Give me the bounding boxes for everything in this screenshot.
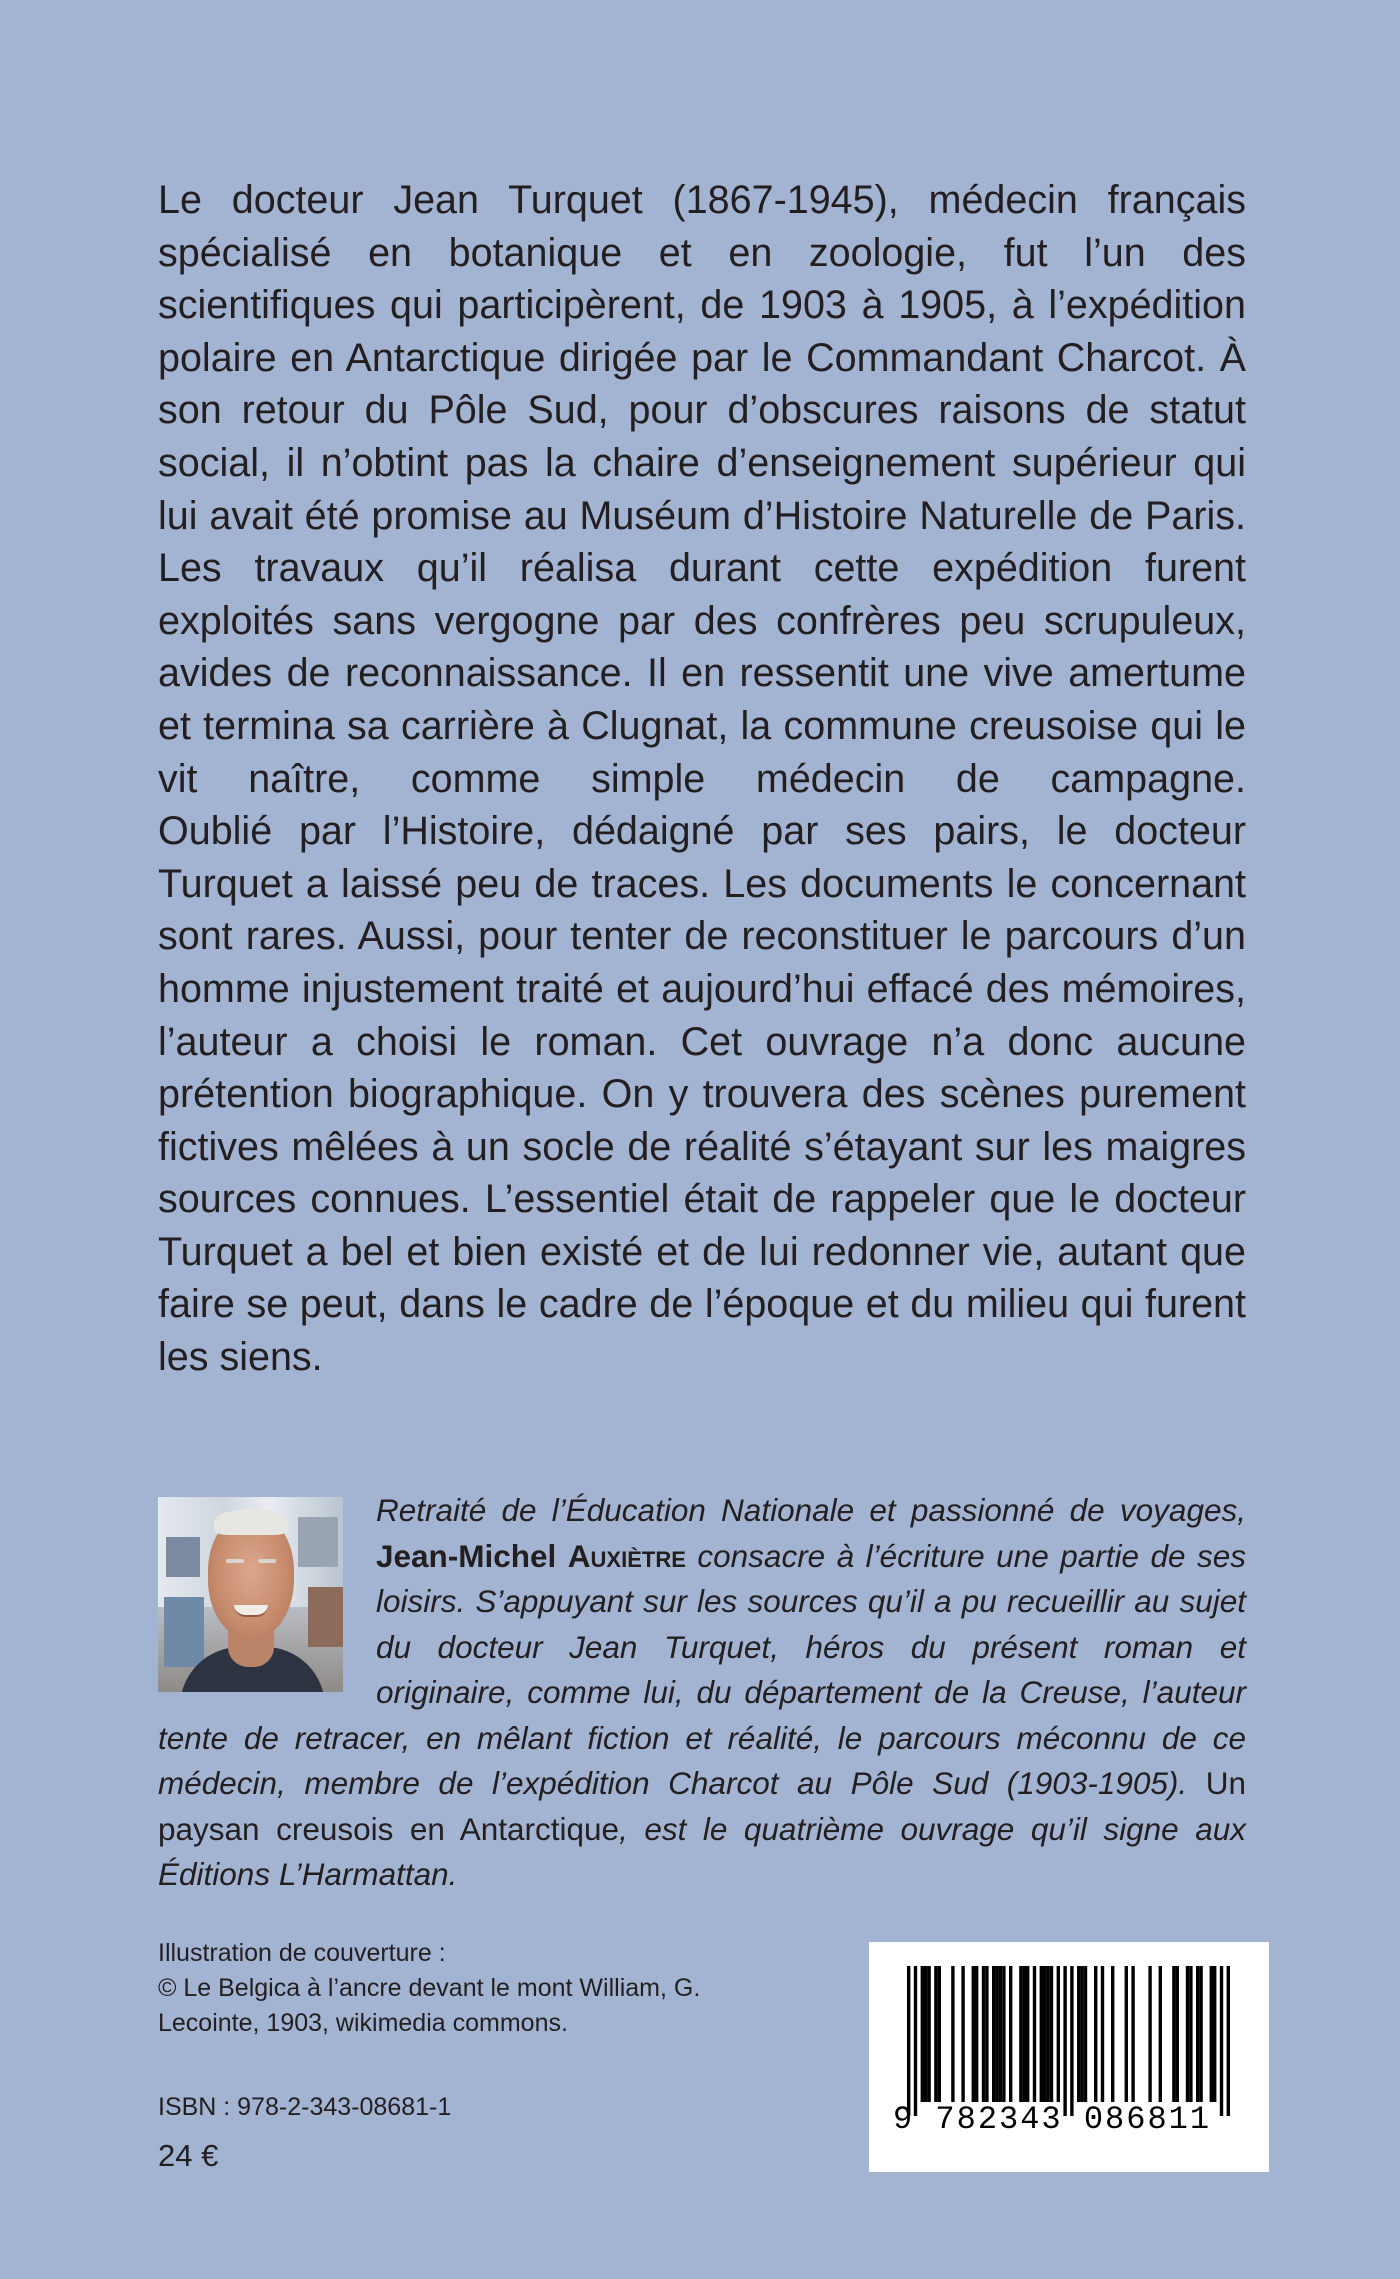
barcode-bar bbox=[1080, 1966, 1083, 2102]
barcode-bar bbox=[1148, 1966, 1151, 2102]
barcode-bar bbox=[1131, 1966, 1134, 2102]
barcode-bar bbox=[1023, 1966, 1026, 2102]
barcode-bar bbox=[975, 1966, 978, 2102]
barcode-bar bbox=[1002, 1966, 1005, 2102]
isbn: ISBN : 978-2-343-08681-1 bbox=[158, 2093, 452, 2121]
barcode-bar bbox=[1199, 1966, 1202, 2102]
barcode-bar bbox=[1050, 1966, 1053, 2102]
barcode-bar bbox=[961, 1966, 964, 2102]
description-paragraph-1: Le docteur Jean Turquet (1867-1945), médecin français spécialisé en botanique et en zoologie, fut l’un des scientifiques qui participèrent, de 1903 à 1905, à l’expédition polaire en Antarctique dirigée par le Commandant Charcot. À son retour du Pôle Sud, pour d’obscures raisons de statut social, il n’obtint pas la chaire d’enseignement supérieur qui lui avait été promise au Muséum d’Histoire Naturelle de Paris. Les travaux qu’il réalisa durant cette expédition furent exploités sans vergogne par des confrères peu scrupuleux, avides de reconnaissance. Il en ressentit une vive amertume et termina sa carrière à Clugnat, la commune creusoise qui le vit naître, comme simple médecin de campagne. bbox=[158, 178, 1246, 801]
barcode-bar bbox=[1070, 1966, 1073, 2116]
barcode-bar bbox=[1196, 1966, 1199, 2102]
author-name bbox=[376, 1538, 686, 1574]
barcode-bar bbox=[999, 1966, 1002, 2102]
bio-closing: , est le quatrième ouvrage qu’il signe aux Éditions L’Harmattan. bbox=[158, 1810, 1246, 1892]
barcode-bar bbox=[1227, 1966, 1230, 2116]
barcode-bar bbox=[938, 1966, 941, 2102]
barcode-bar bbox=[1101, 1966, 1104, 2102]
barcode-bar bbox=[995, 1966, 998, 2102]
barcode-bar bbox=[951, 1966, 954, 2102]
barcode-bar bbox=[1026, 1966, 1029, 2102]
barcode-bar bbox=[982, 1966, 985, 2102]
cover-illustration-credit bbox=[158, 1936, 778, 2041]
barcode-bar bbox=[1176, 1966, 1179, 2102]
barcode-bar bbox=[972, 1966, 975, 2102]
barcode-bar bbox=[1063, 1966, 1066, 2116]
back-cover-description bbox=[158, 174, 1246, 1384]
bio-intro: Retraité de l’Éducation Nationale et passionné de voyages, bbox=[376, 1492, 1246, 1528]
author-bio bbox=[158, 1488, 1246, 1898]
barcode-bar bbox=[924, 1966, 927, 2102]
book-title: Un paysan creusois en Antarctique bbox=[158, 1765, 1246, 1847]
credit-line-1: Illustration de couverture : bbox=[158, 1939, 446, 1967]
barcode-digits: 9 782343 086811 bbox=[893, 2101, 1212, 2138]
barcode-bar bbox=[1111, 1966, 1114, 2102]
barcode-bar bbox=[1040, 1966, 1043, 2102]
author-last-name: Auxiètre bbox=[567, 1537, 686, 1574]
barcode-bar bbox=[1210, 1966, 1213, 2102]
credit-line-3: Lecointe, 1903, wikimedia commons. bbox=[158, 2009, 568, 2037]
barcode-bar bbox=[1084, 1966, 1087, 2102]
barcode-bar bbox=[985, 1966, 988, 2102]
barcode-bar bbox=[1213, 1966, 1216, 2102]
barcode-bar bbox=[914, 1966, 917, 2116]
barcode-bar bbox=[1043, 1966, 1046, 2102]
barcode-bar bbox=[1186, 1966, 1189, 2102]
barcode-bar bbox=[1125, 1966, 1128, 2102]
barcode-bar bbox=[921, 1966, 924, 2102]
bio-body: consacre à l’écriture une partie de ses loisirs. S’appuyant sur les sources qu’il a pu recueillir au sujet du docteur Jean Turquet, héros du présent roman et originaire, comme lui, du département de la Creuse, l’auteur tente de retracer, en mêlant fiction et réalité, le parcours méconnu de ce médecin, membre de l’expédition Charcot au Pôle Sud (1903-1905). bbox=[158, 1537, 1246, 1801]
barcode-bar bbox=[992, 1966, 995, 2102]
author-first-name: Jean-Michel bbox=[376, 1537, 557, 1574]
barcode-bar bbox=[934, 1966, 937, 2102]
barcode-bar bbox=[1220, 1966, 1223, 2116]
barcode-bar bbox=[1094, 1966, 1097, 2102]
credit-line-2: © Le Belgica à l’ancre devant le mont William, G. bbox=[158, 1974, 701, 2002]
barcode-bar bbox=[1057, 1966, 1060, 2102]
barcode-bar bbox=[907, 1966, 910, 2116]
barcode-bar bbox=[1159, 1966, 1162, 2102]
description-paragraph-2: Oublié par l’Histoire, dédaigné par ses pairs, le docteur Turquet a laissé peu de traces. Les documents le concernant sont rares. Aussi, pour tenter de reconstituer le parcours d’un homme injustement traité et aujourd’hui effacé des mémoires, l’auteur a choisi le roman. Cet ouvrage n’a donc aucune prétention biographique. On y trouvera des scènes purement fictives mêlées à un socle de réalité s’étayant sur les maigres sources connues. L’essentiel était de rappeler que le docteur Turquet a bel et bien existé et de lui redonner vie, autant que faire se peut, dans le cadre de l’époque et du milieu qui furent les siens. bbox=[158, 809, 1246, 1380]
barcode-bar bbox=[1019, 1966, 1022, 2102]
barcode-bar bbox=[1033, 1966, 1036, 2102]
barcode-bar bbox=[1077, 1966, 1080, 2102]
barcode-bar bbox=[1189, 1966, 1192, 2102]
price: 24 € bbox=[158, 2138, 219, 2173]
barcode-bar bbox=[1046, 1966, 1049, 2102]
barcode-bar bbox=[1009, 1966, 1012, 2102]
barcode bbox=[869, 1942, 1269, 2172]
barcode-bar bbox=[1172, 1966, 1175, 2102]
barcode-bar bbox=[927, 1966, 930, 2102]
